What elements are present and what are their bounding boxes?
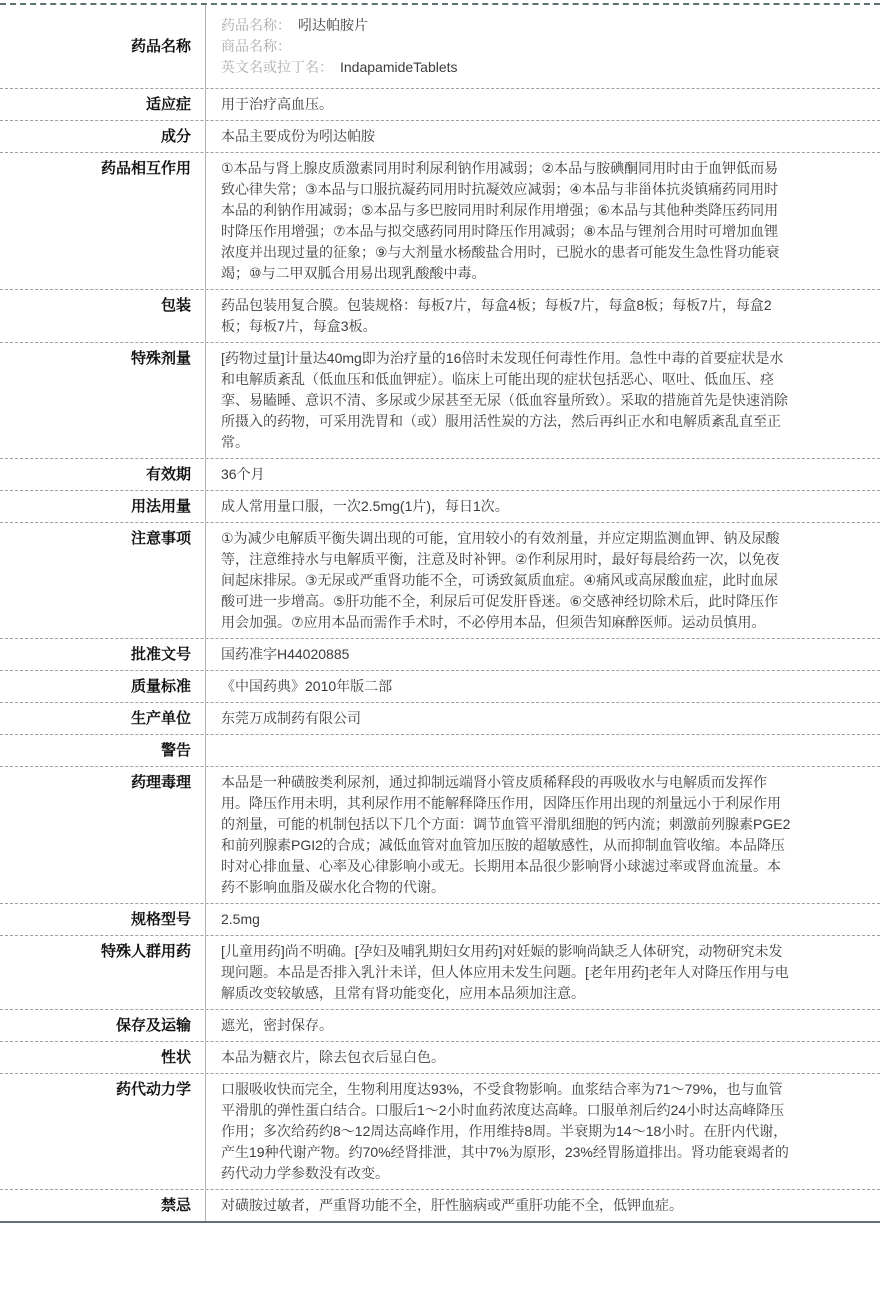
row-value: 遮光，密封保存。 (205, 1010, 880, 1041)
table-row (0, 89, 880, 121)
row-value: ①本品与肾上腺皮质激素同用时利尿利钠作用减弱；②本品与胺碘酮同用时由于血钾低而易致心律失常；③本品与口服抗凝药同用时抗凝效应减弱；④本品与非甾体抗炎镇痛药同用时本品的利钠作用减弱；⑤本品与多巴胺同用时利尿作用增强；⑥本品与其他种类降压药同用时降压作用增强；⑦本品与拟交感药同用时降压作用减弱；⑧本品与锂剂合用时可增加血锂浓度并出现过量的征象；⑨与大剂量水杨酸盐合用时，已脱水的患者可能发生急性肾功能衰竭；⑩与二甲双胍合用易出现乳酸酸中毒。 (205, 153, 880, 289)
table-row (0, 459, 880, 491)
row-value: [儿童用药]尚不明确。[孕妇及哺乳期妇女用药]对妊娠的影响尚缺乏人体研究，动物研究未发现问题。本品是否排入乳汁未详，但人体应用未发生问题。[老年用药]老年人对降压作用与电解质改变较敏感，且常有肾功能变化，应用本品须加注意。 (205, 936, 880, 1009)
table-row (0, 703, 880, 735)
row-label: 性状 (160, 1049, 191, 1066)
table-row (0, 1190, 880, 1221)
table-row (0, 1042, 880, 1074)
row-label: 注意事项 (130, 530, 191, 547)
table-row (0, 153, 880, 290)
row-value: 36个月 (205, 459, 880, 490)
drug-info-table (0, 3, 880, 1223)
name-field-line (221, 15, 792, 36)
row-label: 药代动力学 (115, 1081, 191, 1098)
row-label: 质量标准 (130, 678, 191, 695)
row-label: 规格型号 (130, 911, 191, 928)
row-value: 《中国药典》2010年版二部 (205, 671, 880, 702)
name-field-line (221, 36, 792, 57)
name-field-line (221, 57, 792, 78)
row-value: 药品包装用复合膜。包装规格：每板7片，每盒4板；每板7片，每盒8板；每板7片，每盒2板；每板7片，每盒3板。 (205, 290, 880, 342)
row-value: 本品是一种磺胺类利尿剂，通过抑制远端肾小管皮质稀释段的再吸收水与电解质而发挥作用。降压作用未明，其利尿作用不能解释降压作用，因降压作用出现的剂量远小于利尿作用的剂量，可能的机制包括以下几个方面：调节血管平滑肌细胞的钙内流；刺激前列腺素PGE2和前列腺素PGI2的合成；减低血管对血管加压胺的超敏感性，从而抑制血管收缩。本品降压时对心排血量、心率及心律影响小或无。长期用本品很少影响肾小球滤过率或肾血流量。本药不影响血脂及碳水化合物的代谢。 (205, 767, 880, 903)
row-value: 东莞万成制药有限公司 (205, 703, 880, 734)
table-row (0, 5, 880, 89)
row-label: 药品相互作用 (100, 160, 191, 177)
table-row (0, 290, 880, 343)
row-label: 特殊人群用药 (100, 943, 191, 960)
field-key: 药品名称： (221, 17, 291, 33)
row-label: 保存及运输 (115, 1017, 191, 1034)
row-value: 成人常用量口服，一次2.5mg(1片)，每日1次。 (205, 491, 880, 522)
row-label: 适应症 (145, 96, 191, 113)
row-label: 警告 (160, 742, 191, 759)
table-row (0, 936, 880, 1010)
row-value: 本品主要成份为吲达帕胺 (205, 121, 880, 152)
table-row (0, 343, 880, 459)
field-key: 英文名或拉丁名： (221, 59, 333, 75)
row-label: 药理毒理 (130, 774, 191, 791)
table-row (0, 735, 880, 767)
row-value: 本品为糖衣片，除去包衣后显白色。 (205, 1042, 880, 1073)
row-label: 生产单位 (130, 710, 191, 727)
table-row (0, 1010, 880, 1042)
row-label: 包装 (160, 297, 191, 314)
row-label: 用法用量 (130, 498, 191, 515)
table-row (0, 121, 880, 153)
row-value: 2.5mg (205, 904, 880, 935)
row-label: 批准文号 (130, 646, 191, 663)
row-value (205, 5, 880, 88)
table-row (0, 671, 880, 703)
field-key: 商品名称： (221, 38, 291, 54)
row-value: ①为减少电解质平衡失调出现的可能，宜用较小的有效剂量，并应定期监测血钾、钠及尿酸等，注意维持水与电解质平衡，注意及时补钾。②作利尿用时，最好每晨给药一次，以免夜间起床排尿。③无尿或严重肾功能不全，可诱致氮质血症。④痛风或高尿酸血症，此时血尿酸可进一步增高。⑤肝功能不全，利尿后可促发肝昏迷。⑥交感神经切除术后，此时降压作用会加强。⑦应用本品而需作手术时，不必停用本品，但须告知麻醉医师。运动员慎用。 (205, 523, 880, 638)
table-row (0, 767, 880, 904)
row-value: [药物过量]计量达40mg即为治疗量的16倍时未发现任何毒性作用。急性中毒的首要症状是水和电解质紊乱（低血压和低血钾症）。临床上可能出现的症状包括恶心、呕吐、低血压、痉挛、易瞌睡、意识不清、多尿或少尿甚至无尿（低血容量所致）。采取的措施首先是快速消除所摄入的药物，可采用洗胃和（或）服用活性炭的方法，然后再纠正水和电解质紊乱直至正常。 (205, 343, 880, 458)
field-value: 吲达帕胺片 (298, 17, 368, 33)
table-row (0, 523, 880, 639)
row-label: 药品名称 (130, 38, 191, 55)
table-row (0, 904, 880, 936)
row-value: 口服吸收快而完全，生物利用度达93%，不受食物影响。血浆结合率为71～79%，也与血管平滑肌的弹性蛋白结合。口服后1～2小时血药浓度达高峰。口服单剂后约24小时达高峰降压作用；多次给药约8～12周达高峰作用，作用维持8周。半衰期为14～18小时。在肝内代谢，产生19种代谢产物。约70%经肾排泄，其中7%为原形，23%经胃肠道排出。肾功能衰竭者的药代动力学参数没有改变。 (205, 1074, 880, 1189)
row-value: 国药准字H44020885 (205, 639, 880, 670)
row-label: 特殊剂量 (130, 350, 191, 367)
row-value: 用于治疗高血压。 (205, 89, 880, 120)
table-row (0, 1074, 880, 1190)
row-value: 对磺胺过敏者，严重肾功能不全，肝性脑病或严重肝功能不全，低钾血症。 (205, 1190, 880, 1221)
row-label: 成分 (160, 128, 191, 145)
field-value: IndapamideTablets (340, 59, 458, 75)
table-row (0, 639, 880, 671)
row-value (205, 735, 880, 766)
table-row (0, 491, 880, 523)
row-label: 禁忌 (160, 1197, 191, 1214)
row-label: 有效期 (145, 466, 191, 483)
